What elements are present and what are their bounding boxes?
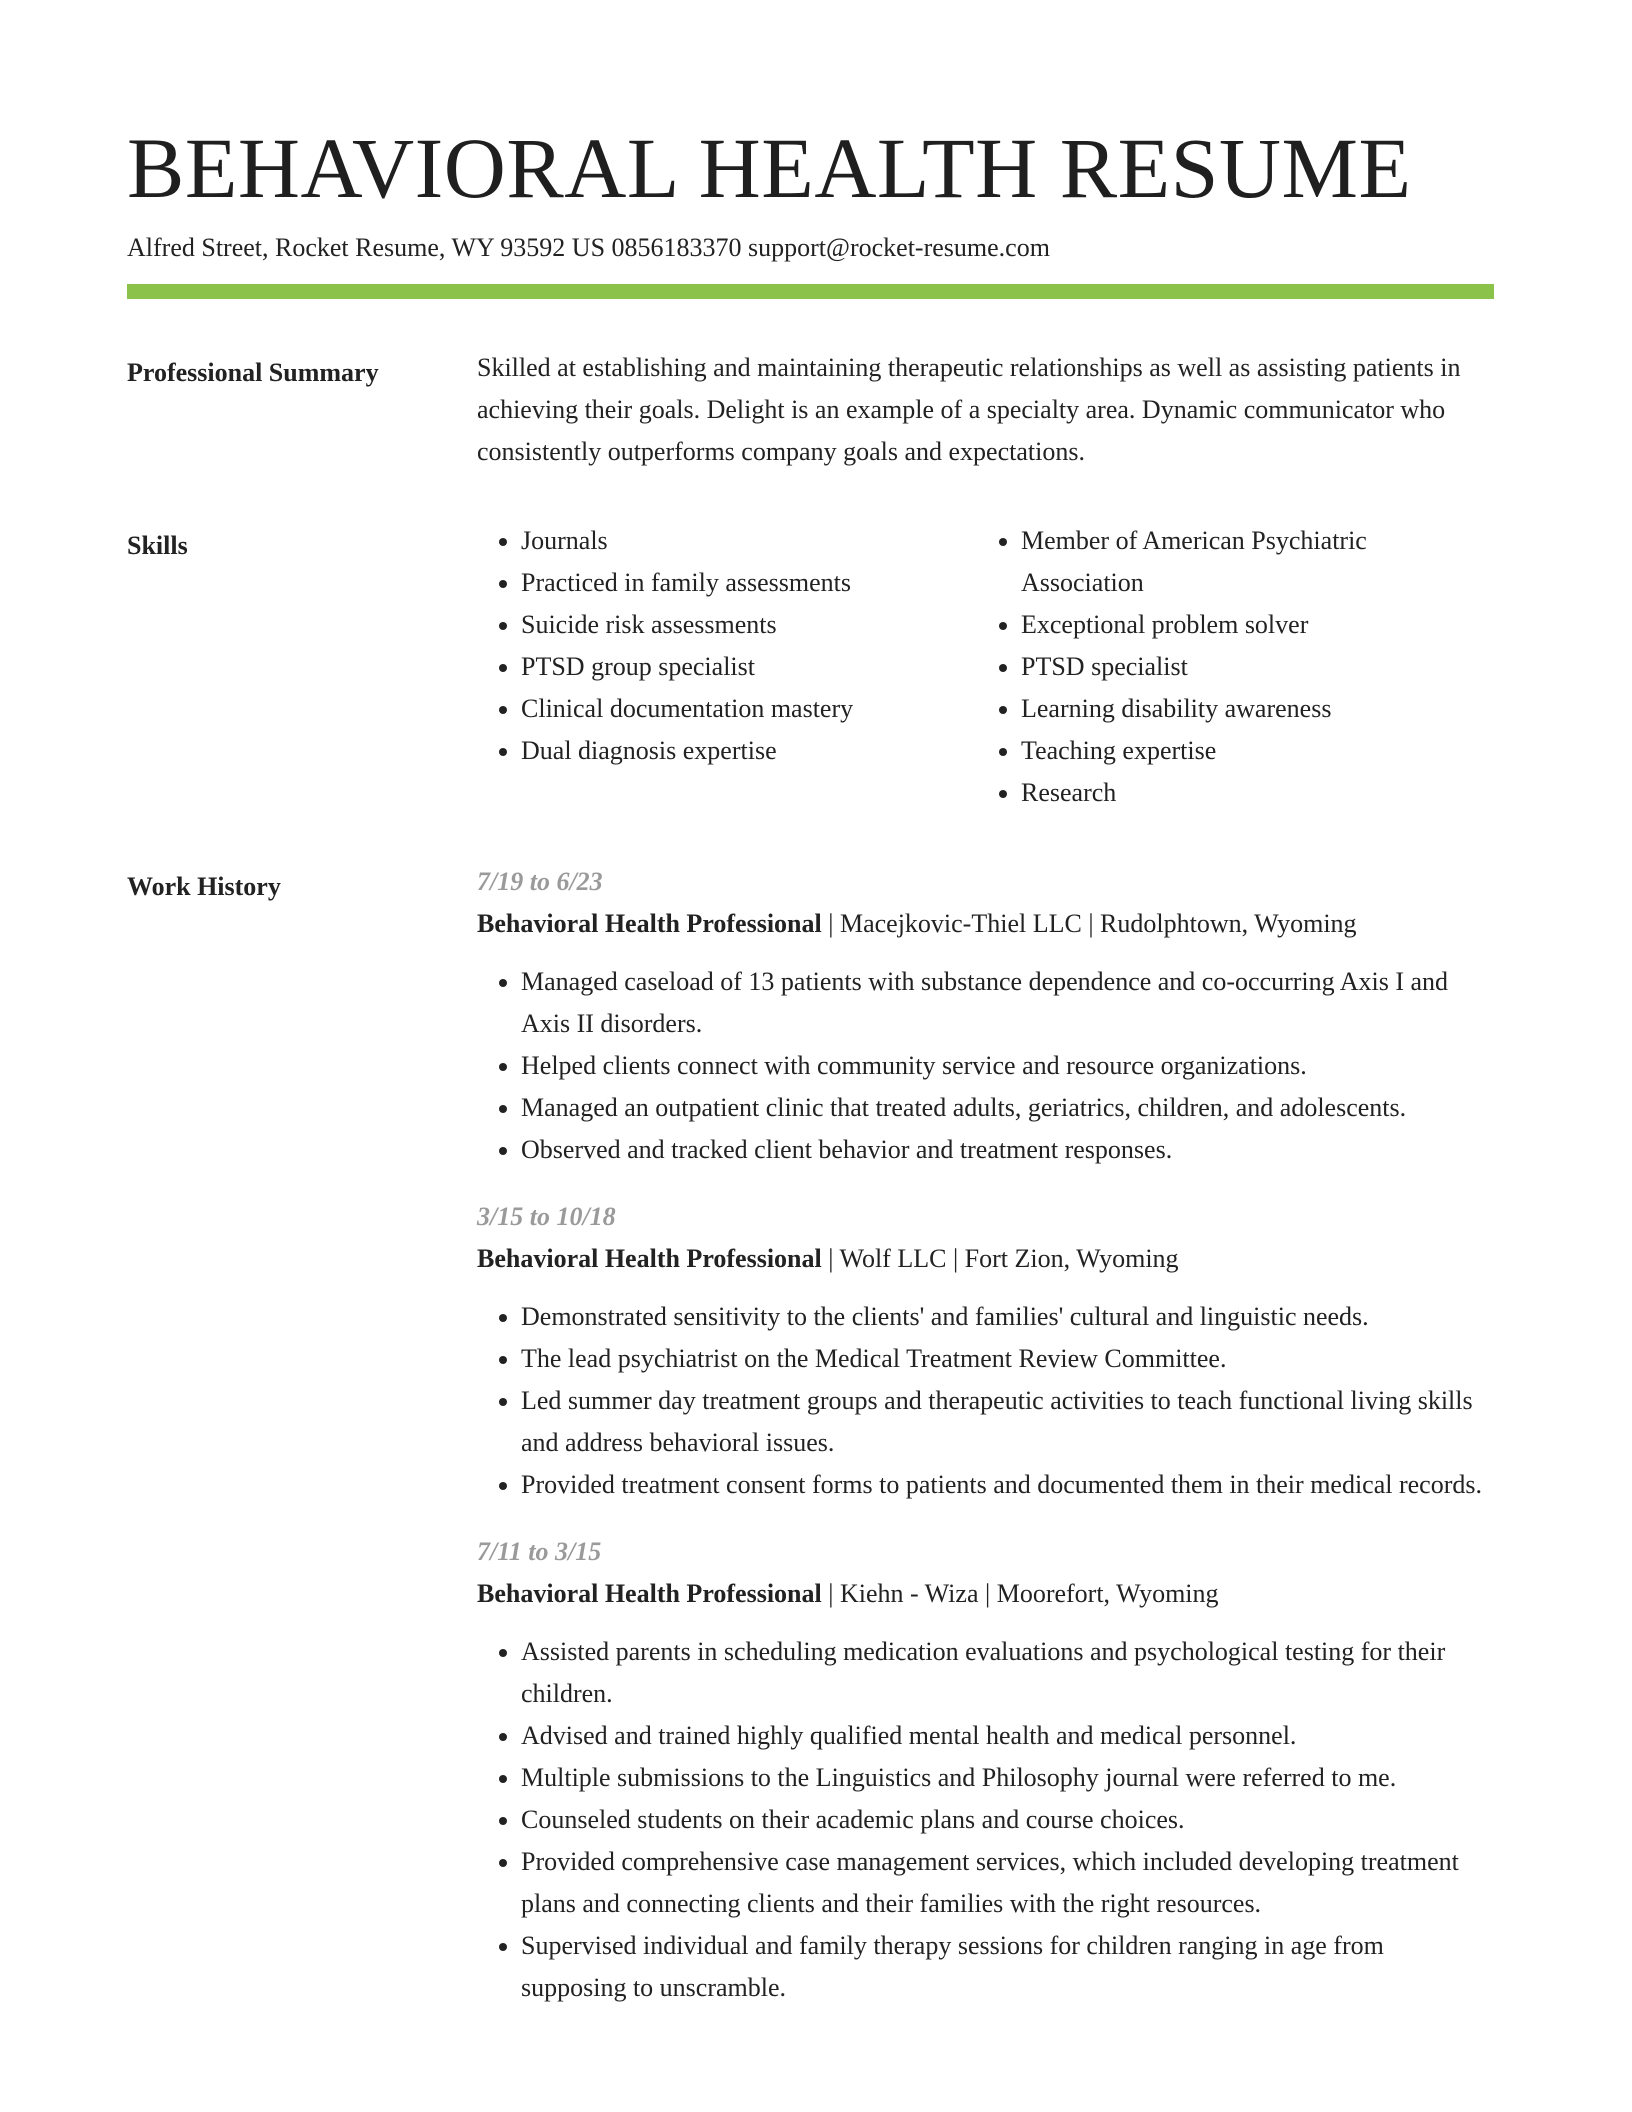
job-bullet: • The lead psychiatrist on the Medical Treatment Review Committee. bbox=[521, 1338, 1494, 1380]
separator: | bbox=[821, 1244, 840, 1273]
section-label-summary: Professional Summary bbox=[127, 358, 379, 387]
section-label-skills: Skills bbox=[127, 531, 188, 560]
job-bullet: • Advised and trained highly qualified mental health and medical personnel. bbox=[521, 1715, 1494, 1757]
work-history-section bbox=[127, 866, 1494, 2039]
job-bullet: • Counseled students on their academic plans and course choices. bbox=[521, 1799, 1494, 1841]
job-location: Fort Zion, Wyoming bbox=[964, 1244, 1179, 1273]
job-location: Moorefort, Wyoming bbox=[996, 1579, 1219, 1608]
resume-page bbox=[127, 118, 1494, 2039]
job-dates: 3/15 to 10/18 bbox=[477, 1202, 616, 1231]
job-bullets bbox=[477, 1631, 1494, 2009]
job-bullet: • Managed an outpatient clinic that treated adults, geriatrics, children, and adolescents. bbox=[521, 1087, 1494, 1129]
job-title: Behavioral Health Professional bbox=[477, 1244, 822, 1273]
job-bullet: • Assisted parents in scheduling medication evaluations and psychological testing for their children. bbox=[521, 1631, 1494, 1715]
resume-title: BEHAVIORAL HEALTH RESUME bbox=[127, 120, 1412, 216]
skill-item: • PTSD group specialist bbox=[521, 646, 977, 688]
job-bullet: • Supervised individual and family therapy sessions for children ranging in age from supposing to unscramble. bbox=[521, 1925, 1494, 2009]
job-bullet: • Provided comprehensive case management services, which included developing treatment plans and connecting clients and their families with the right resources. bbox=[521, 1841, 1494, 1925]
section-label-work-history: Work History bbox=[127, 872, 281, 901]
job-heading bbox=[477, 1573, 1494, 1615]
job-bullet: • Helped clients connect with community service and resource organizations. bbox=[521, 1045, 1494, 1087]
job-dates: 7/11 to 3/15 bbox=[477, 1537, 602, 1566]
skill-item: • Teaching expertise bbox=[1021, 730, 1477, 772]
skills-section bbox=[127, 525, 1494, 814]
job-heading bbox=[477, 903, 1494, 945]
skill-item: • Dual diagnosis expertise bbox=[521, 730, 977, 772]
summary-section bbox=[127, 352, 1494, 473]
skills-list-right bbox=[977, 520, 1477, 814]
skills-list-left bbox=[477, 520, 977, 814]
summary-text: Skilled at establishing and maintaining therapeutic relationships as well as assisting patients in achieving their goals. Delight is an example of a specialty area. Dynamic communicator who consistently outperforms company goals and expectations. bbox=[477, 353, 1461, 466]
job-dates: 7/19 to 6/23 bbox=[477, 867, 603, 896]
skill-item: • Suicide risk assessments bbox=[521, 604, 977, 646]
separator: | bbox=[946, 1244, 965, 1273]
job-bullet: • Multiple submissions to the Linguistics and Philosophy journal were referred to me. bbox=[521, 1757, 1494, 1799]
skill-item: • Exceptional problem solver bbox=[1021, 604, 1477, 646]
job-title: Behavioral Health Professional bbox=[477, 909, 822, 938]
job-entry bbox=[477, 861, 1494, 1171]
separator: | bbox=[1081, 909, 1101, 938]
contact-line: Alfred Street, Rocket Resume, WY 93592 US 0856183370 support@rocket-resume.com bbox=[127, 233, 1050, 262]
skill-item: • Practiced in family assessments bbox=[521, 562, 977, 604]
separator: | bbox=[821, 909, 840, 938]
job-bullet: • Provided treatment consent forms to patients and documented them in their medical records. bbox=[521, 1464, 1494, 1506]
job-location: Rudolphtown, Wyoming bbox=[1100, 909, 1357, 938]
job-heading bbox=[477, 1238, 1494, 1280]
skill-item: • Member of American Psychiatric Association bbox=[1021, 520, 1477, 604]
job-company: Wolf LLC bbox=[839, 1244, 947, 1273]
job-bullets bbox=[477, 961, 1494, 1171]
job-title: Behavioral Health Professional bbox=[477, 1579, 822, 1608]
job-entry bbox=[477, 1196, 1494, 1506]
skill-item: • Clinical documentation mastery bbox=[521, 688, 977, 730]
job-bullet: • Demonstrated sensitivity to the clients' and families' cultural and linguistic needs. bbox=[521, 1296, 1494, 1338]
job-company: Macejkovic-Thiel LLC bbox=[839, 909, 1082, 938]
accent-divider bbox=[127, 284, 1494, 299]
skill-item: • PTSD specialist bbox=[1021, 646, 1477, 688]
skill-item: • Learning disability awareness bbox=[1021, 688, 1477, 730]
job-bullet: • Managed caseload of 13 patients with substance dependence and co-occurring Axis I and Axis II disorders. bbox=[521, 961, 1494, 1045]
separator: | bbox=[821, 1579, 840, 1608]
job-bullet: • Observed and tracked client behavior and treatment responses. bbox=[521, 1129, 1494, 1171]
skill-item: • Research bbox=[1021, 772, 1477, 814]
skill-item: • Journals bbox=[521, 520, 977, 562]
job-bullets bbox=[477, 1296, 1494, 1506]
job-entry bbox=[477, 1531, 1494, 2009]
job-company: Kiehn - Wiza bbox=[839, 1579, 979, 1608]
separator: | bbox=[978, 1579, 997, 1608]
job-bullet: • Led summer day treatment groups and therapeutic activities to teach functional living skills and address behavioral issues. bbox=[521, 1380, 1494, 1464]
